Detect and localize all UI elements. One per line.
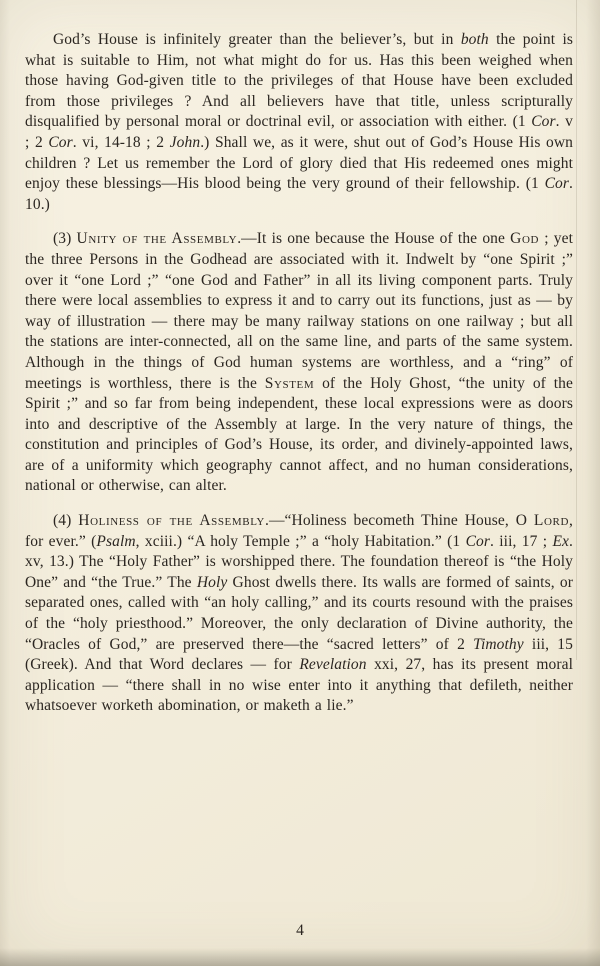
scan-left-edge-shadow bbox=[0, 0, 10, 966]
text-run-normal: . xv, 13.) The “Holy Father” is worshipped there. The foundation thereof is “the Holy One” and “the True.” The bbox=[25, 532, 573, 591]
scan-bottom-edge-shadow bbox=[0, 948, 600, 966]
text-run-smallcaps: System bbox=[264, 374, 315, 392]
text-run-italic: Timothy bbox=[473, 635, 524, 653]
text-run-italic: both bbox=[460, 31, 489, 48]
text-run-normal: Ghost dwells there. Its walls are formed of saints, or separated ones, called with “an holy calling,” and its courts resound with the praises of the “holy priesthood.” Moreover, the only declaration of Divine authority, the “Oracles of God,” are preserved there—the “sacred letters” of 2 bbox=[25, 573, 573, 653]
paragraph-gods-house bbox=[25, 30, 573, 215]
text-run-smallcaps: Holiness of the Assembly bbox=[78, 512, 265, 530]
text-run-normal: , xciii.) “A holy Temple ;” a “holy Habitation.” (1 bbox=[135, 532, 466, 550]
text-run-italic: Cor bbox=[544, 175, 570, 193]
text-run-normal: , for ever.” ( bbox=[25, 512, 573, 550]
page-number: 4 bbox=[296, 922, 304, 939]
text-run-normal: (4) bbox=[53, 512, 79, 530]
text-run-italic: John bbox=[169, 133, 201, 151]
text-run-normal: ; yet the three Persons in the Godhead are associated with it. Indwelt by “one Spirit ;” over it “one Lord ;” “one God and Father” in all its living component parts. Truly there were local assemblies to express it and to carry out its functions, just as — by way of illustration — there may be many railway stations on one railway ; but all the stations are inter-connected, all on the same line, and parts of the same system. Although in the things of God human systems are worthless, and a “ring” of meetings is worthless, there is the bbox=[25, 230, 573, 392]
scan-right-edge-shadow bbox=[586, 0, 600, 966]
text-run-normal: . vi, 14-18 ; 2 bbox=[72, 133, 170, 151]
text-run-normal: .—It is one because the House of the one bbox=[237, 230, 511, 248]
text-run-normal: .—“Holiness becometh Thine House, O bbox=[264, 512, 534, 530]
text-run-italic: Ex bbox=[552, 532, 570, 550]
text-run-italic: Cor bbox=[531, 113, 556, 131]
page-text-block bbox=[25, 30, 573, 717]
text-run-normal: .) Shall we, as it were, shut out of God’s House His own children ? Let us remember the Lord of glory died that His redeemed ones might enjoy these blessings—His blood being the very ground of their fellowship. (1 bbox=[25, 133, 573, 193]
text-run-normal: of the Holy Ghost, “the unity of the Spirit ;” and so far from being independent, these local expressions were as doors into and descriptive of the Assembly at large. In the very nature of things, the constitution and principles of God’s House, its order, and divinely-appointed laws, are of a uniformity which geography cannot affect, and no human considerations, national or otherwise, can alter. bbox=[25, 374, 573, 495]
text-run-normal: . 10.) bbox=[25, 175, 573, 213]
text-run-normal: God’s House is infinitely greater than the believer’s, but in bbox=[53, 31, 461, 48]
paragraph-unity-of-the-assembly bbox=[25, 229, 573, 497]
scan-crease-line bbox=[576, 0, 577, 660]
text-run-normal: (3) bbox=[53, 230, 77, 248]
text-run-smallcaps: Lord bbox=[533, 512, 570, 530]
text-run-smallcaps: God bbox=[510, 230, 540, 248]
text-run-normal: xxi, 27, has its present moral application — “there shall in no wise enter into it anything that defileth, neither whatsoever worketh abomination, or maketh a lie.” bbox=[25, 656, 573, 715]
text-run-italic: Revelation bbox=[299, 656, 367, 674]
text-run-smallcaps: Unity of the Assembly bbox=[76, 230, 238, 248]
text-run-italic: Cor bbox=[48, 133, 73, 151]
text-run-italic: Psalm bbox=[96, 532, 136, 550]
text-run-italic: Cor bbox=[465, 532, 490, 550]
text-run-normal: iii, 15 (Greek). And that Word declares — for bbox=[25, 635, 573, 674]
paragraph-holiness-of-the-assembly bbox=[25, 511, 573, 717]
text-run-normal: the point is what is suitable to Him, not what might do for us. Has this been weighed when those having God-given title to the privileges of that House have been excluded from those privileges ? And all believers have that title, unless scripturally disqualified by personal moral or doctrinal evil, or association with either. (1 bbox=[25, 31, 573, 131]
text-run-italic: Holy bbox=[196, 573, 228, 591]
text-run-normal: . iii, 17 ; bbox=[490, 532, 553, 550]
text-run-normal: . v ; 2 bbox=[25, 113, 573, 151]
